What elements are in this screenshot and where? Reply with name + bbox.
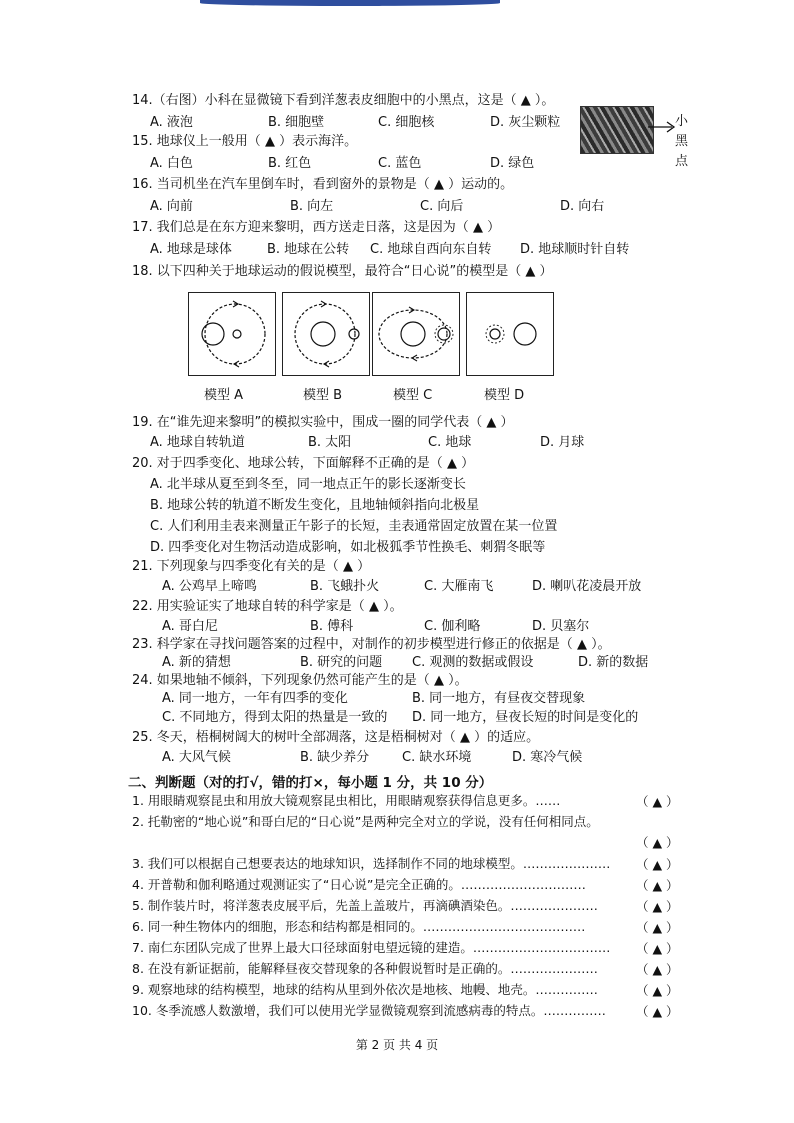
question-19-option-d: D. 月球 [540,435,585,450]
question-21-stem: 21. 下列现象与四季变化有关的是（ ▲ ） [132,559,371,574]
judge-item-4: 4. 开普勒和伽利略通过观测证实了“日心说”是完全正确的。………………………… [132,877,586,892]
question-17-option-b: B. 地球在公转 [267,242,350,257]
question-22-option-a: A. 哥白尼 [162,619,218,634]
question-15-option-c: C. 蓝色 [378,156,422,171]
judge-bracket-3: （ ▲ ） [636,857,679,872]
question-16-option-a: A. 向前 [150,199,193,214]
micrograph-image [580,106,654,154]
judge-item-8: 8. 在没有新证据前，能解释昼夜交替现象的各种假说暂时是正确的。………………… [132,961,598,976]
question-17-option-a: A. 地球是球体 [150,242,232,257]
question-22-option-b: B. 傅科 [310,619,354,634]
model-d-diagram [466,292,554,376]
judge-item-5: 5. 制作装片时，将洋葱表皮展平后，先盖上盖玻片，再滴碘酒染色。………………… [132,898,598,913]
question-17-option-c: C. 地球自西向东自转 [370,242,492,257]
question-25-option-c: C. 缺水环境 [402,750,472,765]
question-19-option-c: C. 地球 [428,435,472,450]
question-15-option-d: D. 绿色 [490,156,535,171]
scan-edge-mark [200,0,500,6]
judge-item-1: 1. 用眼睛观察昆虫和用放大镜观察昆虫相比，用眼睛观察获得信息更多。…… [132,793,561,808]
question-15-option-a: A. 白色 [150,156,193,171]
question-16-option-d: D. 向右 [560,199,605,214]
question-25-option-b: B. 缺少养分 [300,750,370,765]
model-d-label: 模型 D [484,388,525,403]
question-15-option-b: B. 红色 [268,156,312,171]
judge-item-2: 2. 托勒密的“地心说”和哥白尼的“日心说”是两种完全对立的学说，没有任何相同点。 [132,814,599,829]
question-20-option-d: D. 四季变化对生物活动造成影响，如北极狐季节性换毛、刺猬冬眠等 [150,540,546,555]
question-18-stem: 18. 以下四种关于地球运动的假说模型，最符合“日心说”的模型是（ ▲ ） [132,264,553,279]
question-16-option-b: B. 向左 [290,199,334,214]
question-23-option-d: D. 新的数据 [578,655,649,670]
arrow-icon [648,120,678,134]
judge-bracket-5: （ ▲ ） [636,899,679,914]
judge-bracket-8: （ ▲ ） [636,962,679,977]
question-14-option-b: B. 细胞壁 [268,115,325,130]
question-16-option-c: C. 向后 [420,199,464,214]
question-14-option-d: D. 灰尘颗粒 [490,115,561,130]
question-14-option-c: C. 细胞核 [378,115,435,130]
question-23-option-b: B. 研究的问题 [300,655,383,670]
question-21-option-a: A. 公鸡早上啼鸣 [162,579,257,594]
question-23-stem: 23. 科学家在寻找问题答案的过程中，对制作的初步模型进行修正的依据是（ ▲ ）。 [132,637,611,652]
question-15-stem: 15. 地球仪上一般用（ ▲ ）表示海洋。 [132,134,358,149]
question-22-option-c: C. 伽利略 [424,619,481,634]
judge-bracket-9: （ ▲ ） [636,983,679,998]
question-25-option-a: A. 大风气候 [162,750,231,765]
judge-bracket-7: （ ▲ ） [636,941,679,956]
micro-label-3: 点 [675,154,689,169]
question-25-option-d: D. 寒冷气候 [512,750,583,765]
question-22-option-d: D. 贝塞尔 [532,619,590,634]
page-footer: 第 2 页 共 4 页 [355,1038,439,1052]
model-c-diagram [372,292,460,376]
question-24-option-d: D. 同一地方，昼夜长短的时间是变化的 [412,710,639,725]
section-2-heading: 二、判断题（对的打√，错的打×，每小题 1 分，共 10 分） [128,775,493,791]
judge-bracket-10: （ ▲ ） [636,1004,679,1019]
judge-bracket-1: （ ▲ ） [636,794,679,809]
question-24-option-a: A. 同一地方，一年有四季的变化 [162,691,348,706]
model-c-label: 模型 C [393,388,433,403]
question-23-option-a: A. 新的猜想 [162,655,231,670]
question-23-option-c: C. 观测的数据或假设 [412,655,534,670]
question-24-stem: 24. 如果地轴不倾斜，下列现象仍然可能产生的是（ ▲ ）。 [132,673,468,688]
question-21-option-c: C. 大雁南飞 [424,579,494,594]
question-25-stem: 25. 冬天，梧桐树阔大的树叶全部凋落，这是梧桐树对（ ▲ ）的适应。 [132,730,540,745]
question-19-stem: 19. 在“谁先迎来黎明”的模拟实验中，围成一圈的同学代表（ ▲ ） [132,415,514,430]
question-22-stem: 22. 用实验证实了地球自转的科学家是（ ▲ ）。 [132,599,403,614]
model-b-label: 模型 B [303,388,343,403]
judge-item-3: 3. 我们可以根据自己想要表达的地球知识，选择制作不同的地球模型。………………… [132,856,611,871]
judge-bracket-2: （ ▲ ） [636,835,679,850]
question-16-stem: 16. 当司机坐在汽车里倒车时，看到窗外的景物是（ ▲ ）运动的。 [132,177,514,192]
question-20-option-c: C. 人们利用圭表来测量正午影子的长短，圭表通常固定放置在某一位置 [150,519,558,534]
question-20-option-b: B. 地球公转的轨道不断发生变化，且地轴倾斜指向北极星 [150,498,480,513]
model-a-label: 模型 A [204,388,244,403]
question-17-stem: 17. 我们总是在东方迎来黎明，西方送走日落，这是因为（ ▲ ） [132,220,501,235]
question-19-option-a: A. 地球自转轨道 [150,435,245,450]
question-19-option-b: B. 太阳 [308,435,352,450]
question-24-option-b: B. 同一地方，有昼夜交替现象 [412,691,586,706]
judge-item-7: 7. 南仁东团队完成了世界上最大口径球面射电望远镜的建造。…………………………… [132,940,611,955]
question-20-option-a: A. 北半球从夏至到冬至，同一地点正午的影长逐渐变长 [150,477,466,492]
question-17-option-d: D. 地球顺时针自转 [520,242,630,257]
question-21-option-d: D. 喇叭花凌晨开放 [532,579,642,594]
judge-bracket-6: （ ▲ ） [636,920,679,935]
judge-item-10: 10. 冬季流感人数激增，我们可以使用光学显微镜观察到流感病毒的特点。…………… [132,1003,606,1018]
judge-bracket-4: （ ▲ ） [636,878,679,893]
micro-label-1: 小 [675,114,689,129]
judge-item-9: 9. 观察地球的结构模型，地球的结构从里到外依次是地核、地幔、地壳。…………… [132,982,598,997]
judge-item-6: 6. 同一种生物体内的细胞，形态和结构都是相同的。………………………………… [132,919,586,934]
question-21-option-b: B. 飞蛾扑火 [310,579,380,594]
question-14-stem: 14.（右图）小科在显微镜下看到洋葱表皮细胞中的小黑点，这是（ ▲ ）。 [132,93,555,108]
question-24-option-c: C. 不同地方，得到太阳的热量是一致的 [162,710,388,725]
micro-label-2: 黑 [675,134,689,149]
model-b-diagram [282,292,370,376]
question-20-stem: 20. 对于四季变化、地球公转，下面解释不正确的是（ ▲ ） [132,456,475,471]
question-14-option-a: A. 液泡 [150,115,193,130]
model-a-diagram [188,292,276,376]
